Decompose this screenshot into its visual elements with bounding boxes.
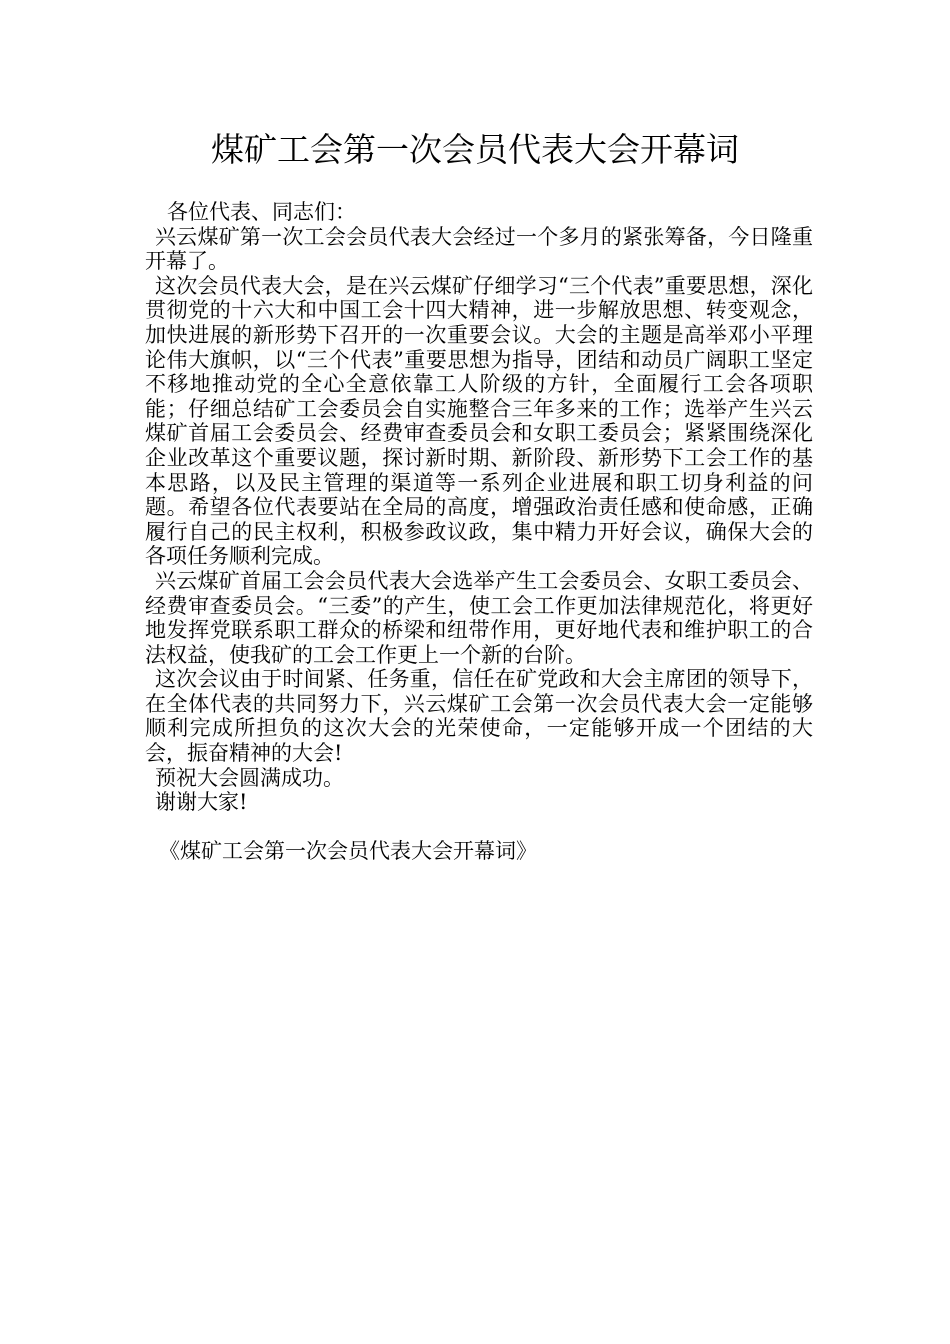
salutation: 各位代表、同志们： — [167, 200, 356, 224]
paragraph-1: 兴云煤矿第一次工会会员代表大会经过一个多月的紧张筹备，今日隆重开幕了。 — [145, 224, 813, 274]
footer-title: 《煤矿工会第一次会员代表大会开幕词》 — [159, 839, 537, 864]
paragraph-6: 谢谢大家! — [155, 790, 248, 815]
paragraph-3: 兴云煤矿首届工会会员代表大会选举产生工会委员会、女职工委员会、经费审查委员会。“三委”的产生，使工会工作更加法律规范化，将更好地发挥党联系职工群众的桥梁和纽带作用，更好地代表和维护职工的合法权益，使我矿的工会工作更上一个新的台阶。 — [145, 568, 813, 667]
document-title: 煤矿工会第一次会员代表大会开幕词 — [211, 130, 739, 169]
blank-line — [145, 815, 813, 840]
paragraph-2: 这次会员代表大会，是在兴云煤矿仔细学习“三个代表”重要思想，深化贯彻党的十六大和中国工会十四大精神，进一步解放思想、转变观念，加快进展的新形势下召开的一次重要会议。大会的主题是高举邓小平理论伟大旗帜，以“三个代表”重要思想为指导，团结和动员广阔职工坚定不移地推动党的全心全意依靠工人阶级的方针，全面履行工会各项职能；仔细总结矿工会委员会自实施整合三年多来的工作；选举产生兴云煤矿首届工会委员会、经费审查委员会和女职工委员会；紧紧围绕深化企业改革这个重要议题，探讨新时期、新阶段、新形势下工会工作的基本思路，以及民主管理的渠道等一系列企业进展和职工切身利益的问题。希望各位代表要站在全局的高度，增强政治责任感和使命感，正确履行自己的民主权利，积极参政议政，集中精力开好会议，确保大会的各项任务顺利完成。 — [145, 273, 813, 569]
document-body — [145, 200, 813, 864]
paragraph-5: 预祝大会圆满成功。 — [155, 765, 344, 790]
paragraph-4: 这次会议由于时间紧、任务重，信任在矿党政和大会主席团的领导下，在全体代表的共同努力下，兴云煤矿工会第一次会员代表大会一定能够顺利完成所担负的这次大会的光荣使命，一定能够开成一个团结的大会，振奋精神的大会! — [145, 667, 813, 766]
